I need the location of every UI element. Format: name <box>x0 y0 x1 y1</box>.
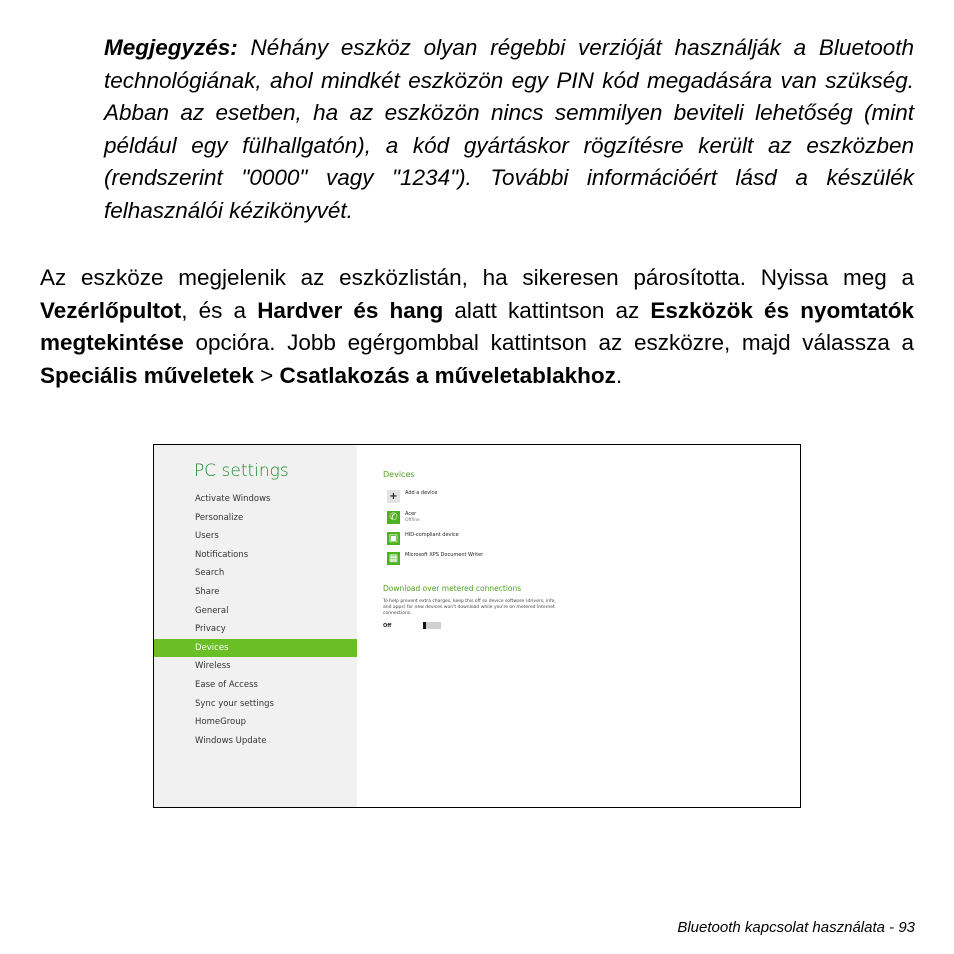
para-text-2: , és a <box>181 297 258 323</box>
note-label: Megjegyzés: <box>104 35 238 60</box>
devices-printers-term: Eszközök és nyomtatók megtekintése <box>40 297 914 355</box>
note-paragraph <box>104 32 914 227</box>
printer-icon: ▦ <box>388 553 399 564</box>
settings-sidebar <box>154 445 357 807</box>
device-label: HID-compliant device <box>405 532 459 538</box>
devices-title: Devices <box>383 470 415 479</box>
advanced-operations-term: Speciális műveletek <box>40 362 254 388</box>
control-panel-term: Vezérlőpultot <box>40 297 182 323</box>
instruction-paragraph <box>40 262 914 392</box>
connect-action-center-term: Csatlakozás a műveletablakhoz <box>279 362 616 388</box>
settings-menu <box>154 490 357 750</box>
menu-item-share[interactable]: Share <box>195 586 220 597</box>
para-text-4: opcióra. Jobb egérgombbal kattintson az eszközre, majd válassza a <box>183 330 914 355</box>
phone-icon: ✆ <box>387 511 400 524</box>
menu-item-privacy[interactable]: Privacy <box>195 624 226 635</box>
device-label: Acer <box>405 511 417 517</box>
device-label: Add a device <box>405 490 438 496</box>
para-text-3: alatt kattintson az <box>443 297 651 323</box>
page-footer: Bluetooth kapcsolat használata - 93 <box>677 919 915 936</box>
menu-item-windows-update[interactable]: Windows Update <box>195 735 267 746</box>
download-metered-description: To help prevent extra charges, keep this off so device software (drivers, info, and apps) for new devices won't download while you're on metered Internet connections. <box>383 599 556 616</box>
devices-content <box>383 445 783 807</box>
download-metered-title: Download over metered connections <box>383 584 522 593</box>
hardware-sound-term: Hardver és hang <box>257 297 444 323</box>
metered-download-toggle[interactable] <box>423 622 441 629</box>
device-label: Microsoft XPS Document Writer <box>405 552 484 558</box>
device-icon: ▣ <box>388 533 399 544</box>
menu-item-sync-settings[interactable]: Sync your settings <box>195 698 274 709</box>
menu-item-ease-of-access[interactable]: Ease of Access <box>195 679 258 690</box>
plus-icon: + <box>387 490 400 503</box>
note-text: Néhány eszköz olyan régebbi verzióját használják a Bluetooth technológiának, ahol mindkét eszközön egy PIN kód megadására van szükség. Abban az esetben, ha az eszközön nincs semmilyen beviteli lehetőség (mint például egy fülhallgatón), a kód gyártáskor rögzítésre került az eszközben (rendszerint "0000" vagy "1234"). További információért lásd a készülék felhasználói kézikönyvét. <box>104 35 914 223</box>
menu-item-devices[interactable]: Devices <box>154 639 357 658</box>
sidebar-title: PC settings <box>194 461 289 481</box>
menu-item-personalize[interactable]: Personalize <box>195 512 244 523</box>
toggle-label: Off <box>383 623 392 629</box>
toggle-knob <box>423 622 426 629</box>
menu-item-notifications[interactable]: Notifications <box>195 549 249 560</box>
para-text-6: . <box>615 362 623 388</box>
menu-item-users[interactable]: Users <box>195 531 219 542</box>
para-text-1: Az eszköze megjelenik az eszközlistán, ha sikeresen párosította. Nyissa meg a <box>40 265 914 290</box>
para-text-5: > <box>253 362 280 388</box>
pc-settings-screenshot <box>153 444 801 808</box>
menu-item-general[interactable]: General <box>195 605 229 616</box>
menu-item-search[interactable]: Search <box>195 568 225 579</box>
menu-item-homegroup[interactable]: HomeGroup <box>195 717 246 728</box>
menu-item-wireless[interactable]: Wireless <box>195 661 231 672</box>
menu-item-activate-windows[interactable]: Activate Windows <box>195 494 271 504</box>
device-status: Offline <box>405 518 420 523</box>
